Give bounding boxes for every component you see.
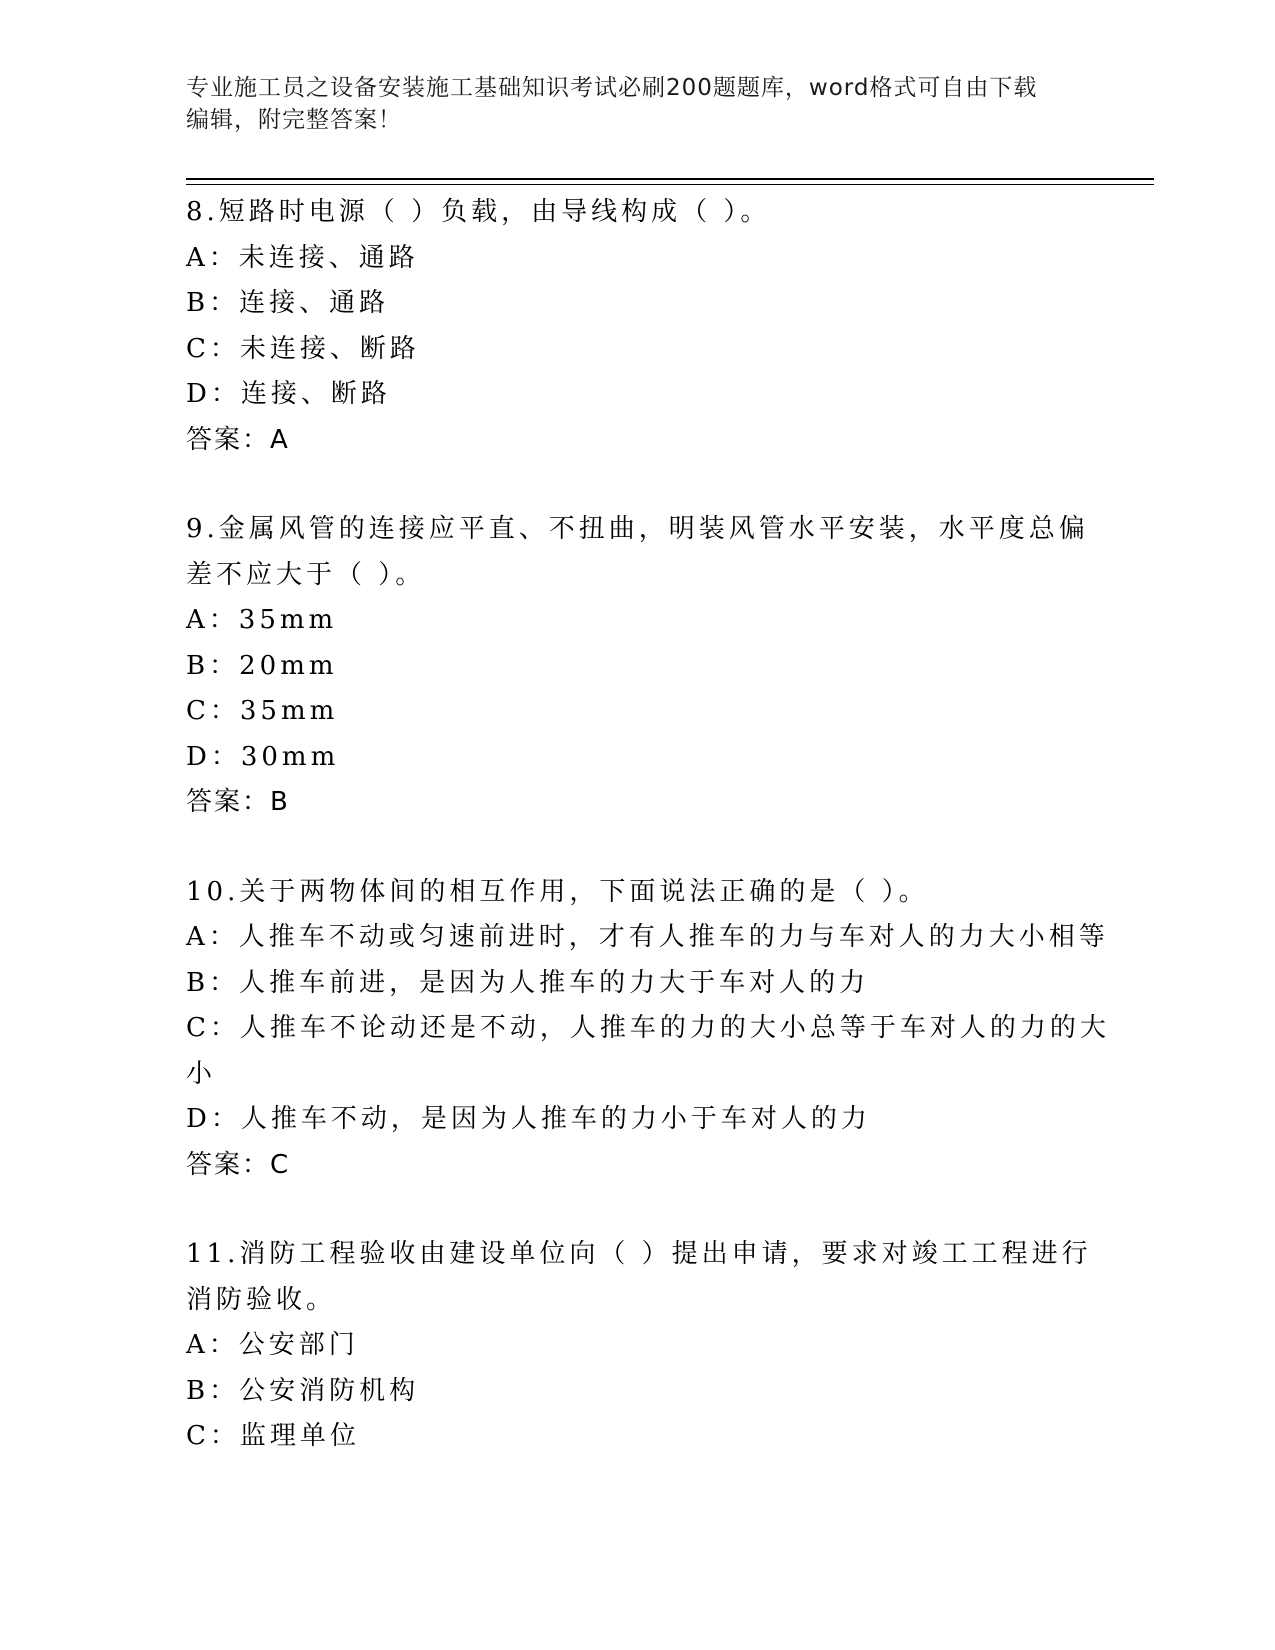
question-11	[186, 1232, 1092, 1460]
option-b: B：人推车前进，是因为人推车的力大于车对人的力	[186, 967, 870, 998]
header-rule-thick	[186, 178, 1154, 180]
header-rule-thin	[186, 184, 1154, 185]
option-c-continued: 小	[186, 1058, 217, 1089]
option-c: C：未连接、断路	[186, 333, 420, 364]
question-stem-continued: 消防验收。	[186, 1284, 337, 1315]
question-stem: 11.消防工程验收由建设单位向（ ）提出申请，要求对竣工工程进行	[186, 1239, 1092, 1269]
answer-line: 答案：A	[186, 424, 290, 455]
option-a: A：35mm	[186, 605, 338, 635]
option-c: C：监理单位	[186, 1421, 360, 1451]
option-d: D：连接、断路	[186, 379, 391, 409]
header-title-line-2: 编辑，附完整答案！	[186, 107, 402, 133]
option-a: A：未连接、通路	[186, 242, 419, 273]
question-8	[186, 190, 1086, 463]
question-stem: 9.金属风管的连接应平直、不扭曲，明装风管水平安装，水平度总偏	[186, 514, 1089, 544]
option-b: B：公安消防机构	[186, 1375, 420, 1406]
option-a: A：公安部门	[186, 1330, 359, 1360]
question-stem: 8.短路时电源（ ）负载，由导线构成（ ）。	[186, 197, 771, 227]
option-d: D：30mm	[186, 741, 340, 772]
answer-line: 答案：C	[186, 1149, 291, 1180]
question-stem-continued: 差不应大于（ ）。	[186, 559, 426, 590]
header-title-line-1: 专业施工员之设备安装施工基础知识考试必刷200题题库，word格式可自由下载	[186, 75, 1038, 101]
option-b: B：连接、通路	[186, 288, 390, 318]
question-9	[186, 507, 1089, 826]
question-list	[186, 190, 1110, 1504]
option-a: A：人推车不动或匀速前进时，才有人推车的力与车对人的力大小相等	[186, 922, 1109, 952]
question-stem: 10.关于两物体间的相互作用，下面说法正确的是（ ）。	[186, 876, 929, 907]
question-10	[186, 870, 1110, 1189]
option-c: C：人推车不论动还是不动，人推车的力的大小总等于车对人的力的大	[186, 1013, 1110, 1043]
document-header	[186, 72, 1086, 136]
option-d: D：人推车不动，是因为人推车的力小于车对人的力	[186, 1104, 871, 1134]
answer-line: 答案：B	[186, 787, 290, 817]
option-b: B：20mm	[186, 650, 338, 681]
option-c: C：35mm	[186, 696, 339, 726]
